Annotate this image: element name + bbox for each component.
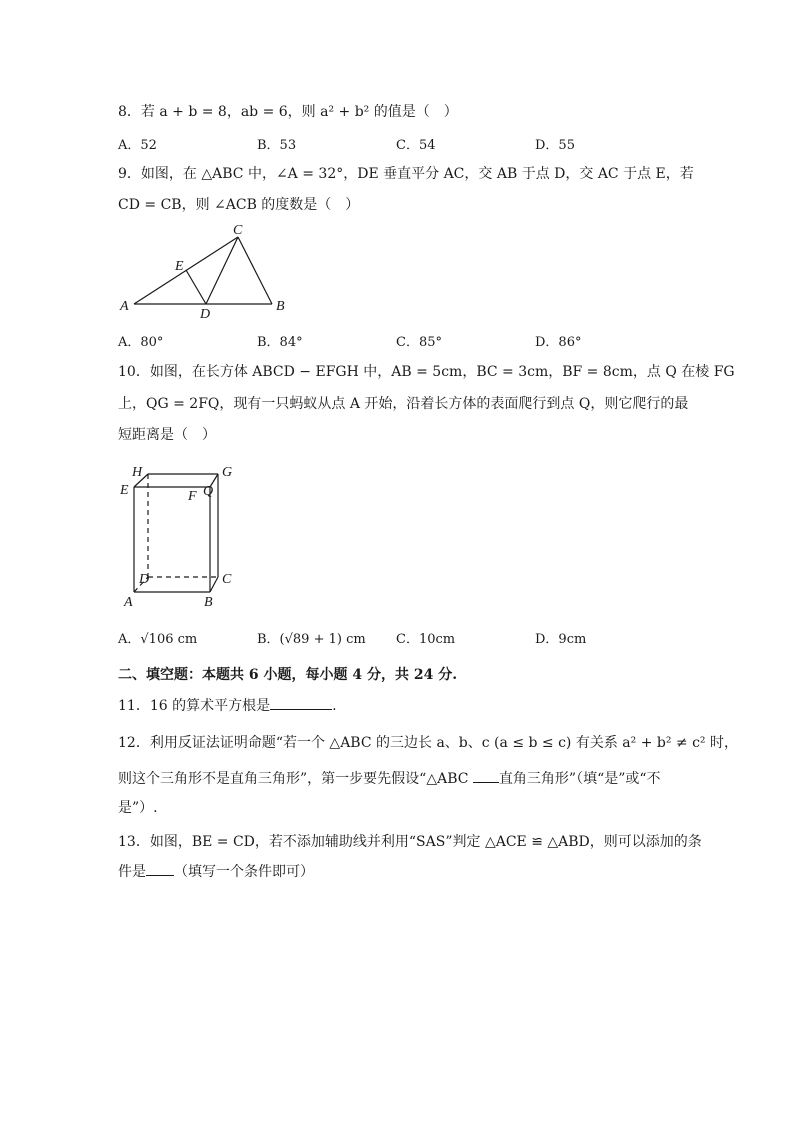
q9-option-a: A．80° bbox=[118, 335, 164, 350]
question-12-text-after: 直角三角形”（填“是”或“不 bbox=[498, 771, 661, 787]
vertex-label-b: B bbox=[204, 595, 213, 610]
vertex-label-e: E bbox=[175, 259, 184, 274]
question-13-text-after: （填写一个条件即可） bbox=[174, 864, 314, 880]
q10-option-a: A．√106 cm bbox=[118, 632, 198, 647]
question-11 bbox=[118, 695, 337, 716]
question-13-stem-line2 bbox=[118, 861, 314, 882]
triangle-figure bbox=[110, 222, 300, 322]
vertex-label-a: A bbox=[120, 299, 129, 314]
question-13-stem-line1: 13．如图，BE = CD，若不添加辅助线并利用“SAS”判定 △ACE ≌ △ABD，则可以添加的条 bbox=[118, 834, 702, 850]
q9-option-c: C．85° bbox=[396, 335, 442, 350]
vertex-label-a: A bbox=[124, 595, 133, 610]
question-10-stem-line2: 上，QG = 2FQ，现有一只蚂蚁从点 A 开始，沿着长方体的表面爬行到点 Q，则它爬行的最 bbox=[118, 396, 689, 412]
question-12-stem-line3: 是”）. bbox=[118, 800, 158, 816]
question-8-stem: 8．若 a + b = 8，ab = 6，则 a² + b² 的值是（ ） bbox=[118, 104, 458, 120]
question-9-stem-line2: CD = CB，则 ∠ACB 的度数是（ ） bbox=[118, 197, 360, 213]
q8-option-d: D．55 bbox=[535, 138, 575, 153]
q8-option-b: B．53 bbox=[257, 138, 297, 153]
segment-ed bbox=[186, 270, 206, 304]
segment-cb bbox=[238, 237, 272, 304]
vertex-label-b: B bbox=[276, 299, 285, 314]
question-10-stem-line3: 短距离是（ ） bbox=[118, 427, 216, 443]
question-12-stem-line2 bbox=[118, 768, 661, 789]
q10-option-c: C．10cm bbox=[396, 632, 456, 647]
cuboid-figure bbox=[112, 460, 242, 612]
q10-option-d: D．9cm bbox=[535, 632, 587, 647]
vertex-label-f: F bbox=[188, 489, 197, 504]
answer-blank bbox=[146, 861, 174, 876]
question-11-period: . bbox=[332, 698, 337, 714]
q9-option-b: B．84° bbox=[257, 335, 303, 350]
vertex-label-q: Q bbox=[203, 484, 214, 499]
vertex-label-c: C bbox=[222, 572, 232, 587]
question-10-stem-line1: 10．如图，在长方体 ABCD − EFGH 中，AB = 5cm，BC = 3cm，BF = 8cm，点 Q 在棱 FG bbox=[118, 364, 735, 380]
question-13-text-before: 件是 bbox=[118, 864, 146, 880]
edge-bc bbox=[210, 577, 218, 592]
q8-option-a: A．52 bbox=[118, 138, 157, 153]
question-12-text-before: 则这个三角形不是直角三角形”，第一步要先假设“△ABC bbox=[118, 771, 473, 787]
question-12-stem-line1: 12．利用反证法证明命题“若一个 △ABC 的三边长 a、b、c (a ≤ b ≤ c) 有关系 a² + b² ≠ c² 时， bbox=[118, 735, 738, 751]
vertex-label-h: H bbox=[132, 465, 143, 480]
vertex-label-d: D bbox=[200, 307, 211, 322]
answer-blank bbox=[270, 695, 332, 710]
answer-blank bbox=[473, 768, 499, 783]
section-heading: 二、填空题：本题共 6 小题，每小题 4 分，共 24 分. bbox=[118, 667, 458, 683]
vertex-label-e: E bbox=[120, 483, 129, 498]
vertex-label-g: G bbox=[222, 465, 233, 480]
q10-option-b: B．(√89 + 1) cm bbox=[257, 632, 366, 647]
question-11-text: 11．16 的算术平方根是 bbox=[118, 698, 271, 714]
question-9-stem-line1: 9．如图，在 △ABC 中，∠A = 32°，DE 垂直平分 AC，交 AB 于点 D，交 AC 于点 E，若 bbox=[118, 166, 694, 182]
q8-option-c: C．54 bbox=[396, 138, 436, 153]
q9-option-d: D．86° bbox=[535, 335, 582, 350]
vertex-label-c: C bbox=[233, 223, 243, 238]
vertex-label-d: D bbox=[139, 572, 150, 587]
